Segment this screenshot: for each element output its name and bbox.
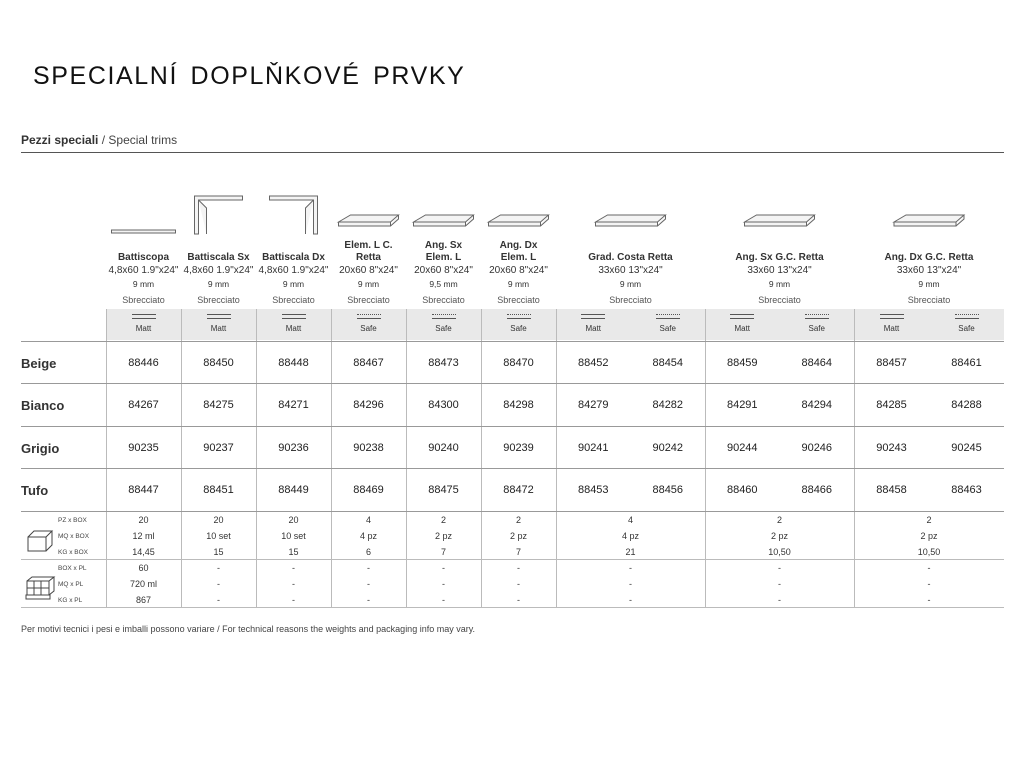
pallet-value: - (217, 579, 220, 589)
product-code: 88473 (428, 357, 459, 369)
product-code: 88457 (876, 357, 907, 369)
product-name: Battiscala Dx (262, 252, 325, 263)
product-name: Elem. L (500, 252, 537, 263)
product-name: Battiscala Sx (187, 252, 250, 263)
surface-label: Matt (210, 324, 227, 333)
surface-icon (282, 314, 306, 319)
row-divider (21, 383, 1004, 384)
box-value: 2 pz (509, 531, 527, 541)
product-code: 90246 (801, 442, 833, 454)
footnote: Per motivi tecnici i pesi e imballi possono variare / For technical reasons the weights and packaging info may vary. (21, 624, 476, 634)
pallet-value: 60 (138, 563, 149, 573)
product-size: 33x60 13"x24" (896, 265, 962, 276)
pallet-icon (24, 575, 56, 601)
product-code: 88448 (278, 357, 309, 369)
product-code: 84271 (278, 399, 309, 411)
pallet-value: - (442, 579, 445, 589)
surface-label: Safe (958, 324, 975, 333)
box-value: 2 (440, 515, 446, 525)
product-code: 90241 (577, 442, 609, 454)
product-thickness: 9 mm (619, 279, 642, 289)
box-value: 20 (288, 515, 299, 525)
box-value: 10 set (206, 531, 231, 541)
box-value: 2 pz (434, 531, 452, 541)
pallet-value: - (778, 563, 781, 573)
product-name: Battiscopa (117, 252, 170, 263)
product-finish: Sbrecciato (609, 295, 652, 305)
product-name: Elem. L (425, 252, 462, 263)
product-code: 84291 (726, 399, 758, 411)
product-code: 90240 (428, 442, 459, 454)
box-value: 10,50 (768, 547, 791, 557)
product-code: 88453 (577, 484, 609, 496)
pallet-value: - (292, 595, 295, 605)
pallet-value: - (629, 563, 632, 573)
pallet-value: - (217, 563, 220, 573)
color-name: Grigio (21, 441, 60, 456)
pallet-value: - (367, 595, 370, 605)
subtitle-separator: / (98, 133, 109, 147)
pallet-value: 720 ml (129, 579, 157, 589)
surface-label: Safe (360, 324, 377, 333)
product-name: Retta (355, 252, 381, 263)
product-code: 90237 (203, 442, 234, 454)
surface-label: Safe (510, 324, 527, 333)
product-code: 84296 (353, 399, 384, 411)
color-name: Tufo (21, 483, 49, 498)
product-name: Ang. Sx G.C. Retta (735, 252, 824, 263)
product-code: 90243 (876, 442, 907, 454)
box-value: 2 pz (770, 531, 788, 541)
product-code: 84300 (428, 399, 459, 411)
box-value: 2 (776, 515, 782, 525)
pallet-value: 867 (135, 595, 152, 605)
pallet-value: - (778, 595, 781, 605)
box-value: 20 (138, 515, 149, 525)
box-value: 20 (213, 515, 224, 525)
product-code: 84298 (503, 399, 534, 411)
pallet-value: - (517, 563, 520, 573)
subtitle-english: Special trims (108, 133, 178, 147)
row-divider (21, 426, 1004, 427)
box-value: 4 (627, 515, 633, 525)
product-code: 88458 (876, 484, 907, 496)
trim-profile-icon (406, 188, 481, 236)
product-name: Elem. L C. (344, 240, 393, 251)
pallet-label: KG x PL (58, 597, 83, 604)
surface-icon (955, 314, 979, 319)
pallet-value: - (442, 563, 445, 573)
product-code: 84294 (801, 399, 833, 411)
pallet-value: - (517, 595, 520, 605)
box-label: PZ x BOX (58, 517, 87, 524)
product-code: 88463 (951, 484, 982, 496)
product-thickness: 9 mm (507, 279, 530, 289)
product-code: 84279 (577, 399, 609, 411)
pallet-value: - (367, 563, 370, 573)
pallet-value: - (442, 595, 445, 605)
product-code: 88467 (353, 357, 384, 369)
pallet-value: - (629, 595, 632, 605)
row-divider (21, 468, 1004, 469)
box-value: 2 pz (920, 531, 938, 541)
surface-icon (507, 314, 531, 319)
surface-icon (880, 314, 904, 319)
product-code: 84275 (203, 399, 234, 411)
product-code: 88449 (278, 484, 309, 496)
surface-icon (357, 314, 381, 319)
product-name: Grad. Costa Retta (588, 252, 673, 263)
surface-label: Matt (285, 324, 302, 333)
product-code: 88470 (503, 357, 534, 369)
surface-label: Safe (808, 324, 825, 333)
product-size: 20x60 8"x24" (414, 265, 473, 276)
page-title: SPECIALNÍ DOPLŇKOVÉ PRVKY (33, 62, 466, 90)
color-name: Beige (21, 356, 57, 371)
surface-label: Matt (883, 324, 900, 333)
product-code: 88469 (353, 484, 384, 496)
product-code: 88446 (128, 357, 159, 369)
box-value: 2 (926, 515, 932, 525)
row-divider (21, 511, 1004, 512)
surface-icon (730, 314, 754, 319)
box-value: 12 ml (132, 531, 155, 541)
trim-profile-icon (181, 188, 256, 236)
product-name: Ang. Dx G.C. Retta (884, 252, 974, 263)
box-value: 14,45 (132, 547, 155, 557)
surface-icon (132, 314, 156, 319)
pallet-label: MQ x PL (58, 581, 84, 588)
product-code: 90239 (503, 442, 534, 454)
product-name: Ang. Dx (499, 240, 538, 251)
product-thickness: 9 mm (768, 279, 791, 289)
surface-icon (581, 314, 605, 319)
product-thickness: 9 mm (918, 279, 940, 289)
box-label: MQ x BOX (58, 533, 90, 540)
product-thickness: 9 mm (207, 279, 230, 289)
product-code: 84288 (951, 399, 982, 411)
pallet-value: - (367, 579, 370, 589)
product-code: 88475 (428, 484, 459, 496)
product-code: 88450 (203, 357, 234, 369)
product-code: 84282 (652, 399, 684, 411)
row-divider (21, 607, 1004, 608)
product-code: 90245 (951, 442, 982, 454)
trim-profile-icon (331, 188, 406, 236)
box-value: 7 (440, 547, 446, 557)
product-finish: Sbrecciato (422, 295, 465, 305)
pallet-value: - (927, 563, 931, 573)
pallet-value: - (292, 563, 295, 573)
product-thickness: 9 mm (282, 279, 305, 289)
product-code: 90236 (278, 442, 309, 454)
pallet-value: - (517, 579, 520, 589)
product-size: 20x60 8"x24" (339, 265, 398, 276)
trim-profile-icon (854, 188, 1004, 236)
pallet-value: - (778, 579, 781, 589)
surface-icon (805, 314, 829, 319)
box-label: KG x BOX (58, 549, 88, 556)
product-finish: Sbrecciato (497, 295, 540, 305)
product-code: 88460 (726, 484, 758, 496)
product-code: 88459 (726, 357, 758, 369)
surface-label: Matt (734, 324, 751, 333)
product-finish: Sbrecciato (272, 295, 315, 305)
pallet-label: BOX x PL (58, 565, 87, 572)
surface-label: Matt (585, 324, 602, 333)
box-value: 10,50 (917, 547, 941, 557)
row-divider (21, 559, 1004, 560)
product-code: 90244 (726, 442, 758, 454)
box-value: 15 (213, 547, 224, 557)
color-name: Bianco (21, 398, 65, 413)
surface-label: Safe (659, 324, 676, 333)
product-finish: Sbrecciato (122, 295, 165, 305)
product-code: 84267 (128, 399, 159, 411)
product-finish: Sbrecciato (347, 295, 390, 305)
product-size: 4,8x60 1.9"x24" (183, 265, 254, 276)
box-value: 4 (365, 515, 371, 525)
pallet-value: - (217, 595, 220, 605)
product-code: 88461 (951, 357, 982, 369)
pallet-value: - (292, 579, 295, 589)
trim-profile-icon (705, 188, 854, 236)
row-divider (21, 341, 1004, 342)
product-thickness: 9 mm (132, 279, 155, 289)
subtitle-italian: Pezzi speciali (21, 133, 99, 147)
product-finish: Sbrecciato (197, 295, 240, 305)
product-size: 20x60 8"x24" (489, 265, 548, 276)
product-code: 90242 (652, 442, 684, 454)
trim-profile-icon (481, 188, 556, 236)
product-size: 33x60 13"x24" (598, 265, 663, 276)
surface-label: Safe (435, 324, 452, 333)
product-size: 4,8x60 1.9"x24" (258, 265, 329, 276)
box-value: 6 (365, 547, 371, 557)
surface-icon (656, 314, 680, 319)
product-finish: Sbrecciato (907, 295, 951, 305)
box-value: 4 pz (359, 531, 377, 541)
box-value: 10 set (281, 531, 306, 541)
trim-profile-icon (256, 188, 331, 236)
box-value: 2 (515, 515, 521, 525)
box-value: 21 (625, 547, 636, 557)
product-code: 90238 (353, 442, 384, 454)
box-value: 15 (288, 547, 299, 557)
surface-label: Matt (135, 324, 152, 333)
product-code: 88472 (503, 484, 534, 496)
box-value: 4 pz (621, 531, 639, 541)
product-name: Ang. Sx (424, 240, 463, 251)
product-code: 88451 (203, 484, 234, 496)
product-code: 90235 (128, 442, 159, 454)
product-code: 88464 (801, 357, 833, 369)
surface-icon (207, 314, 231, 319)
pallet-value: - (927, 579, 931, 589)
trim-profile-icon (556, 188, 705, 236)
surface-icon (432, 314, 456, 319)
pallet-value: - (927, 595, 931, 605)
box-icon (24, 527, 56, 553)
pallet-value: - (629, 579, 632, 589)
product-code: 88466 (801, 484, 833, 496)
product-size: 33x60 13"x24" (747, 265, 812, 276)
product-code: 88447 (128, 484, 159, 496)
product-thickness: 9 mm (357, 279, 380, 289)
product-thickness: 9,5 mm (429, 279, 458, 289)
product-finish: Sbrecciato (758, 295, 801, 305)
trim-profile-icon (106, 188, 181, 236)
product-code: 88456 (652, 484, 684, 496)
product-code: 88454 (652, 357, 684, 369)
product-size: 4,8x60 1.9"x24" (108, 265, 179, 276)
product-code: 84285 (876, 399, 907, 411)
box-value: 7 (515, 547, 521, 557)
product-code: 88452 (577, 357, 609, 369)
